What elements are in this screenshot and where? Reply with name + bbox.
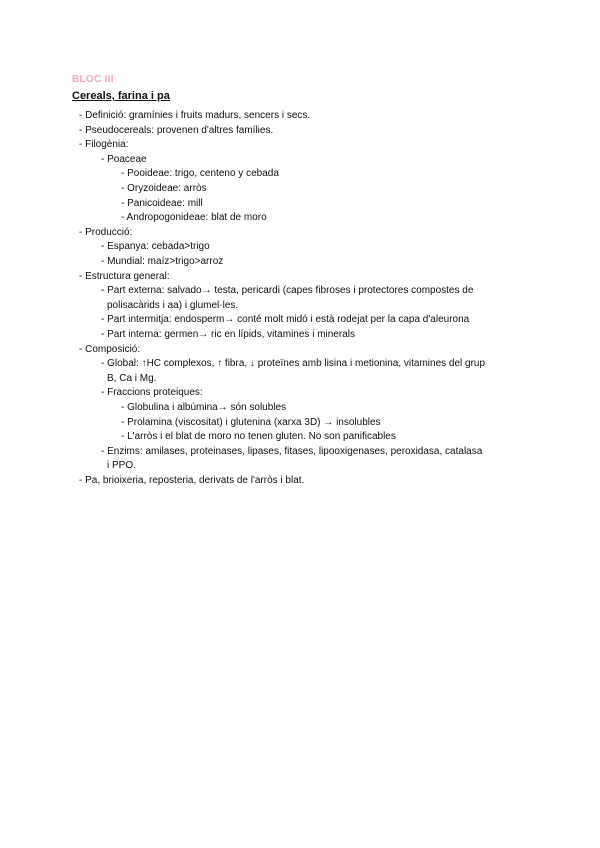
outline-line: - Definició: gramínies i fruits madurs, sencers i secs. (79, 110, 311, 121)
outline-line: - Composició: (79, 343, 141, 355)
section-label: BLOC III (72, 74, 114, 85)
outline-line: - L'arròs i el blat de moro no tenen gluten. No son panificables (121, 431, 396, 443)
outline-line: - Poaceae (101, 153, 147, 165)
outline-line: - Part externa: salvado→ testa, pericardi (capes fibroses i protectores compostes de (101, 285, 474, 297)
outline-line: - Part intermitja: endosperm→ conté molt midó i està rodejat per la capa d'aleurona (101, 314, 470, 326)
outline-line: - Espanya: cebada>trigo (101, 241, 210, 253)
outline-line: - Andropogonideae: blat de moro (121, 212, 267, 224)
outline-line: - Mundial: maíz>trigo>arroz (101, 256, 224, 267)
outline-line: - Pooideae: trigo, centeno y cebada (121, 168, 279, 180)
outline-line: B, Ca i Mg. (107, 372, 157, 384)
outline-line: - Pseudocereals: provenen d'altres famílies. (79, 124, 274, 136)
outline-line: i PPO. (107, 460, 136, 472)
outline-line: - Panicoideae: mill (121, 197, 203, 209)
outline-line: - Filogènia: (79, 139, 129, 151)
outline-line: - Prolamina (viscositat) i glutenina (xarxa 3D) → insolubles (121, 416, 381, 428)
outline-line: - Oryzoideae: arròs (121, 183, 207, 194)
outline-line: polisacàrids i aa) i glumel·les. (107, 299, 239, 311)
outline-line: - Global: ↑HC complexos, ↑ fibra, ↓ proteïnes amb lisina i metionina, vitamines del grup (101, 358, 486, 370)
outline-line: - Pa, brioixeria, reposteria, derivats de l'arròs i blat. (79, 475, 305, 486)
outline-line: - Producció: (79, 226, 133, 238)
page-title: Cereals, farina i pa (72, 90, 170, 102)
outline-line: - Globulina i albúmina→ són solubles (121, 402, 287, 413)
outline-line: - Estructura general: (79, 270, 170, 282)
outline-line: - Fraccions proteiques: (101, 387, 203, 399)
outline-line: - Enzims: amilases, proteinases, lipases, fitases, lipooxigenases, peroxidasa, catalasa (101, 445, 483, 457)
outline-line: - Part interna: germen→ ric en lípids, vitamines i minerals (101, 329, 355, 340)
